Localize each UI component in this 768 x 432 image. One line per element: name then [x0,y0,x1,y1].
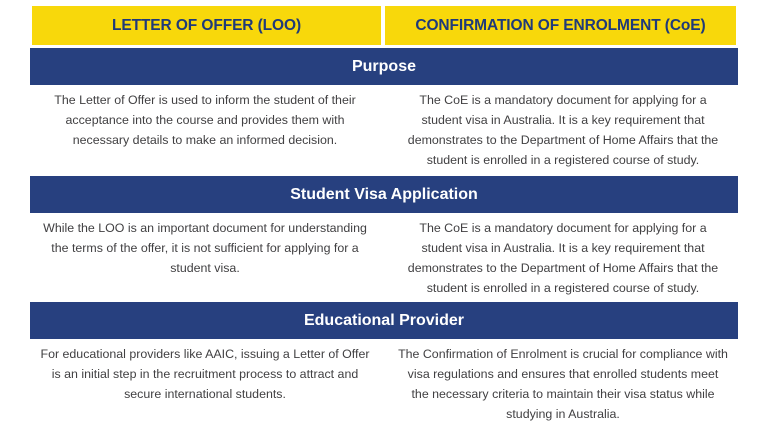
section-header-purpose: Purpose [30,48,738,85]
section-header-educational-provider: Educational Provider [30,302,738,339]
cell-purpose-coe: The CoE is a mandatory document for applying for a student visa in Australia. It is a key requirement that demonstrates to the Department of Home Affairs that the student is enrolled in a registered course of study. [407,93,719,168]
section-header-student-visa-application: Student Visa Application [30,176,738,213]
cell-student-visa-application-coe: The CoE is a mandatory document for applying for a student visa in Australia. It is a key requirement that demonstrates to the Department of Home Affairs that the student is enrolled in a registered course of study. [407,221,719,296]
cell-purpose-loo: The Letter of Offer is used to inform the student of their acceptance into the course and provides them with necessary details to make an informed decision. [54,93,356,148]
cell-educational-provider-coe: The Confirmation of Enrolment is crucial for compliance with visa regulations and ensures that enrolled students meet the necessary criteria to maintain their visa status while studying in Australia. [398,347,728,422]
cell-educational-provider-loo: For educational providers like AAIC, issuing a Letter of Offer is an initial step in the recruitment process to attract and secure international students. [40,347,370,402]
column-header-letter-of-offer: LETTER OF OFFER (LOO) [32,6,381,45]
column-header-confirmation-of-enrolment: CONFIRMATION OF ENROLMENT (CoE) [385,6,736,45]
table-header-row [32,6,736,45]
table-row [30,218,738,298]
table-row [30,344,738,430]
table-row [30,90,738,172]
cell-student-visa-application-loo: While the LOO is an important document for understanding the terms of the offer, it is not sufficient for applying for a student visa. [43,221,367,276]
